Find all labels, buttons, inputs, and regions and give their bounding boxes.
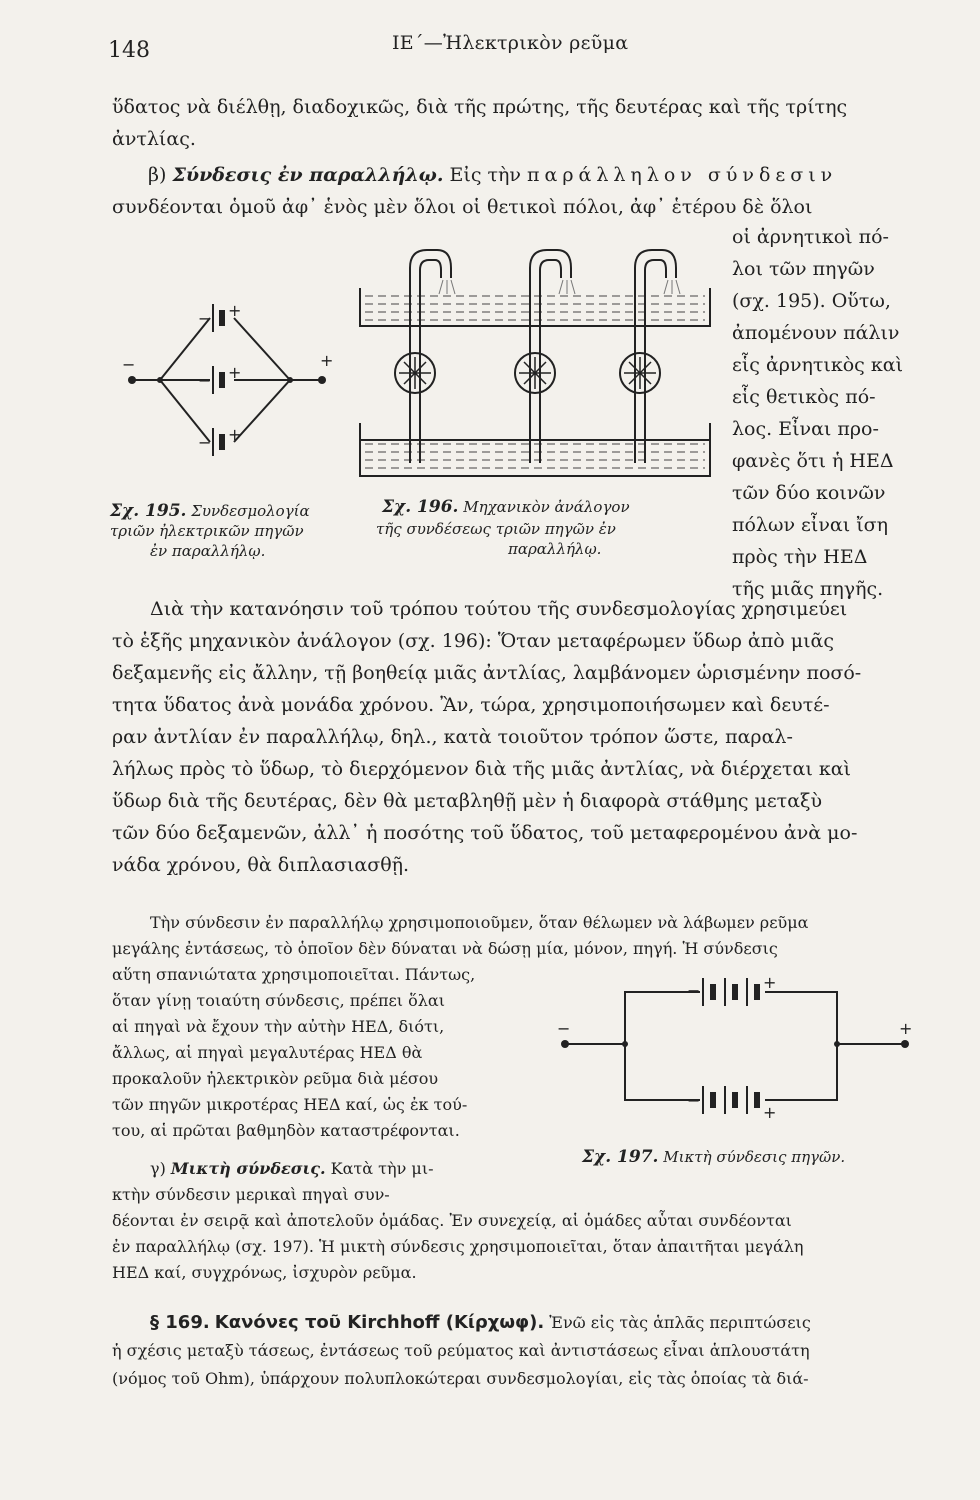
text-line: ὅταν γίνῃ τοιαύτη σύνδεσις, πρέπει ὅλαι [112, 991, 445, 1010]
text-line: Διὰ τὴν κατανόησιν τοῦ τρόπου τούτου τῆς συνδεσμολογίας χρησιμεύει [150, 598, 848, 620]
right-col-line: πόλων εἶναι ἴση [732, 514, 889, 536]
text-line: αἱ πηγαὶ νὰ ἔχουν τὴν αὐτὴν ΗΕΔ, διότι, [112, 1017, 445, 1036]
figure-label: Σχ. 196. [382, 497, 459, 517]
subsection-c-line [150, 1156, 434, 1182]
running-title: ΙΕ΄—Ἠλεκτρικὸν ρεῦμα [392, 32, 629, 54]
text-line: κτὴν σύνδεσιν μερικαὶ πηγαὶ συν- [112, 1185, 390, 1204]
subsection-heading: Σύνδεσις ἐν παραλλήλῳ. [172, 164, 444, 186]
plus-sign: + [899, 1019, 913, 1038]
text-line: προκαλοῦν ἠλεκτρικὸν ρεῦμα διὰ μέσου [112, 1069, 439, 1088]
section-169-heading-line [150, 1310, 811, 1336]
plus-sign: + [763, 973, 777, 992]
right-col-line: λοι τῶν πηγῶν [732, 258, 875, 280]
caption-text: ἐν παραλλήλῳ. [150, 542, 266, 560]
plus-sign: + [320, 351, 334, 370]
text-line: μεγάλης ἐντάσεως, τὸ ὁποῖον δὲν δύναται νὰ δώσῃ μία, μόνον, πηγή. Ἡ σύνδεσις [112, 939, 778, 958]
figure-196-caption [382, 498, 630, 516]
text-line: ἄλλως, αἱ πηγαὶ μεγαλυτέρας ΗΕΔ θὰ [112, 1043, 423, 1062]
text-line: ὕδωρ διὰ τῆς δευτέρας, δὲν θὰ μεταβληθῇ μὲν ἡ διαφορὰ στάθμης μεταξὺ [112, 790, 823, 812]
text-line: ΗΕΔ καί, συγχρόνως, ἰσχυρὸν ρεῦμα. [112, 1263, 417, 1282]
text-line: λήλως πρὸς τὸ ὕδωρ, τὸ διερχόμενον διὰ τῆς μιᾶς ἀντλίας, νὰ διέρχεται καὶ [112, 758, 851, 780]
right-col-line: τῆς μιᾶς πηγῆς. [732, 578, 884, 600]
right-col-line: εἷς θετικὸς πό- [732, 386, 876, 408]
terminal-positive [318, 376, 326, 384]
minus-sign: − [687, 1091, 701, 1110]
text-line: αὕτη σπανιώτατα χρησιμοποιεῖται. Πάντως, [112, 965, 476, 984]
caption-text: Μηχανικὸν ἀνάλογον [463, 498, 630, 516]
figure-195-parallel-circuit [110, 300, 340, 470]
caption-text: παραλλήλῳ. [508, 540, 602, 558]
caption-text: τῆς συνδέσεως τριῶν πηγῶν ἐν [376, 520, 616, 538]
section-number: § 169. [150, 1312, 210, 1333]
minus-sign: − [198, 371, 212, 390]
page-number: 148 [108, 38, 150, 63]
text-line: ὕδατος νὰ διέλθῃ, διαδοχικῶς, διὰ τῆς πρώτης, τῆς δευτέρας καὶ τῆς τρίτης [112, 96, 848, 118]
section-title: Κανόνες τοῦ Kirchhoff (Κίρχωφ). [214, 1312, 545, 1333]
figure-197-mixed-circuit [545, 972, 925, 1122]
plus-sign: + [763, 1103, 777, 1122]
figure-label: Σχ. 195. [110, 501, 187, 521]
right-col-line: εἷς ἀρνητικὸς καὶ [732, 354, 904, 376]
minus-sign: − [198, 309, 212, 328]
text-span: Εἰς τὴν [449, 164, 521, 186]
text-line: δέονται ἐν σειρᾷ καὶ ἀποτελοῦν ὁμάδας. Ἐν συνεχείᾳ, αἱ ὁμάδες αὗται συνδέονται [112, 1211, 792, 1230]
subsection-heading: Μικτὴ σύνδεσις. [170, 1159, 326, 1178]
spaced-term: παράλληλον σύνδεσιν [527, 164, 838, 186]
right-col-line: ἀπομένουν πάλιν [732, 322, 900, 344]
minus-sign: − [122, 355, 136, 374]
right-col-line: πρὸς τὴν ΗΕΔ [732, 546, 868, 568]
figure-196-water-pumps [355, 238, 720, 488]
minus-sign: − [198, 433, 212, 452]
plus-sign: + [228, 363, 242, 382]
text-line: Τὴν σύνδεσιν ἐν παραλλήλῳ χρησιμοποιοῦμεν, ὅταν θέλωμεν νὰ λάβωμεν ρεῦμα [150, 913, 809, 932]
subsection-b-line [148, 160, 837, 190]
text-span: Ἐνῶ εἰς τὰς ἁπλᾶς περιπτώσεις [549, 1313, 811, 1332]
text-line: ἐν παραλλήλῳ (σχ. 197). Ἡ μικτὴ σύνδεσις χρησιμοποιεῖται, ὅταν ἀπαιτῆται μεγάλη [112, 1237, 804, 1256]
figure-label: Σχ. 197. [582, 1147, 659, 1167]
text-line: τῶν δύο δεξαμενῶν, ἀλλ᾽ ἡ ποσότης τοῦ ὕδατος, τοῦ μεταφερομένου ἀνὰ μο- [112, 822, 858, 844]
text-line: (νόμος τοῦ Ohm), ὑπάρχουν πολυπλοκώτεραι συνδεσμολογίαι, εἰς τὰς ὁποίας τὰ διά- [112, 1369, 809, 1388]
minus-sign: − [687, 981, 701, 1000]
figure-195-caption [110, 502, 310, 520]
figure-197-caption [582, 1148, 845, 1166]
right-col-line: (σχ. 195). Οὕτω, [732, 290, 891, 312]
terminal-negative [128, 376, 136, 384]
caption-text: τριῶν ἠλεκτρικῶν πηγῶν [110, 522, 304, 540]
text-line: ραν ἀντλίαν ἐν παραλλήλῳ, δηλ., κατὰ τοιοῦτον τρόπον ὥστε, παραλ- [112, 726, 793, 748]
text-line: νάδα χρόνου, θὰ διπλασιασθῇ. [112, 854, 410, 876]
text-line: συνδέονται ὁμοῦ ἀφ᾽ ἑνὸς μὲν ὅλοι οἱ θετικοὶ πόλοι, ἀφ᾽ ἑτέρου δὲ ὅλοι [112, 196, 813, 218]
right-col-line: φανὲς ὅτι ἡ ΗΕΔ [732, 450, 894, 472]
caption-text: Συνδεσμολογία [191, 502, 310, 520]
right-col-line: λος. Εἶναι προ- [732, 418, 879, 440]
text-line: τητα ὕδατος ἀνὰ μονάδα χρόνου. Ἂν, τώρα, χρησιμοποιήσωμεν καὶ δευτέ- [112, 694, 830, 716]
text-line: ἡ σχέσις μεταξὺ τάσεως, ἐντάσεως τοῦ ρεύματος καὶ ἀντιστάσεως εἶναι ἁπλουστάτη [112, 1341, 810, 1360]
caption-text: Μικτὴ σύνδεσις πηγῶν. [663, 1148, 846, 1166]
text-line: τὸ ἑξῆς μηχανικὸν ἀνάλογον (σχ. 196): Ὅταν μεταφέρωμεν ὕδωρ ἀπὸ μιᾶς [112, 630, 834, 652]
text-line: του, αἱ πρῶται βαθμηδὸν καταστρέφονται. [112, 1121, 460, 1140]
text-line: δεξαμενῆς εἰς ἄλλην, τῇ βοηθείᾳ μιᾶς ἀντλίας, λαμβάνομεν ὡρισμένην ποσό- [112, 662, 862, 684]
right-col-line: τῶν δύο κοινῶν [732, 482, 886, 504]
subsection-marker: γ) [150, 1159, 166, 1178]
subsection-marker: β) [148, 164, 167, 186]
minus-sign: − [557, 1019, 571, 1038]
plus-sign: + [228, 301, 242, 320]
text-span: Κατὰ τὴν μι- [330, 1159, 434, 1178]
text-line: τῶν πηγῶν μικροτέρας ΗΕΔ καί, ὡς ἐκ τού- [112, 1095, 468, 1114]
right-col-line: οἱ ἀρνητικοὶ πό- [732, 226, 889, 248]
text-line: ἀντλίας. [112, 128, 196, 150]
plus-sign: + [228, 425, 242, 444]
